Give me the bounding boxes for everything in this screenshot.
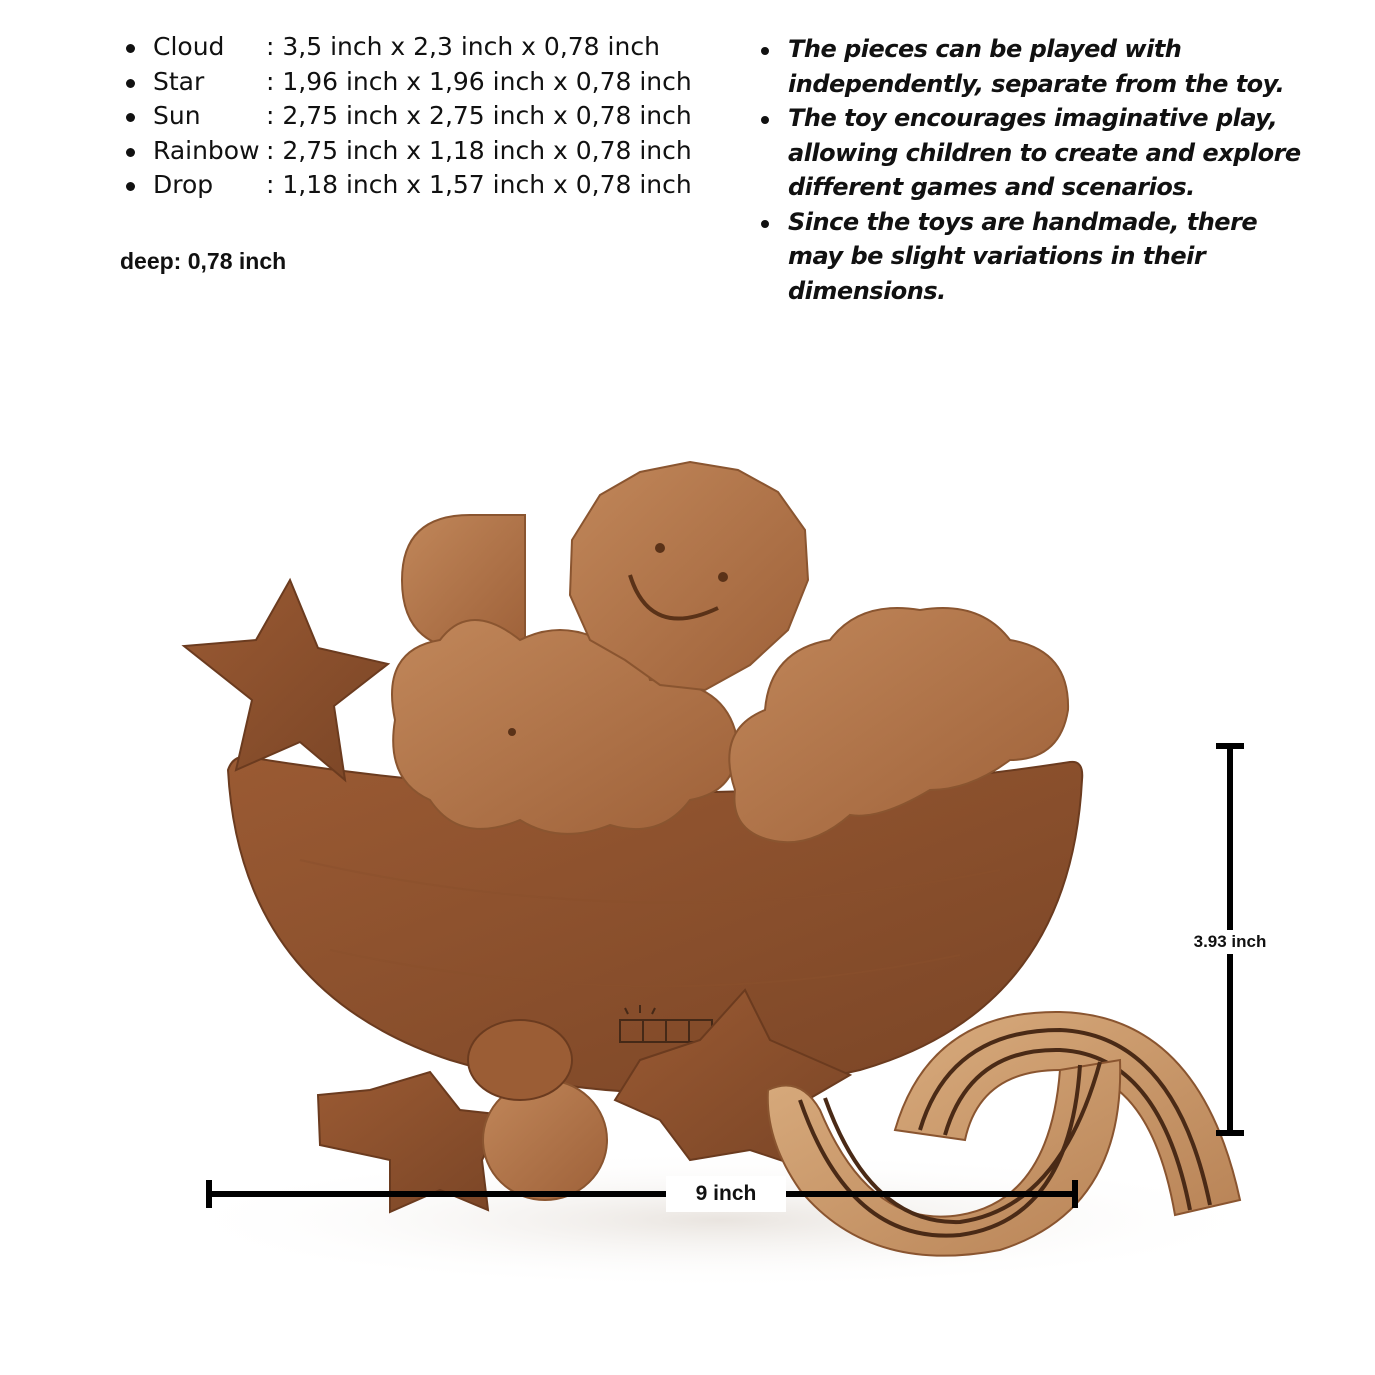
depth-note: deep: 0,78 inch — [120, 248, 287, 274]
spec-value: : 2,75 inch x 1,18 inch x 0,78 inch — [266, 135, 692, 165]
star-piece — [184, 580, 388, 780]
spec-value: : 3,5 inch x 2,3 inch x 0,78 inch — [266, 32, 660, 61]
spec-value: : 1,18 inch x 1,57 inch x 0,78 inch — [266, 170, 692, 200]
spec-name: Cloud — [153, 32, 225, 61]
floor-shadow — [160, 1150, 1280, 1290]
spec-name: Sun — [153, 101, 201, 131]
width-dimension-label: 9 inch — [666, 1176, 786, 1212]
feature-item: The toy encourages imaginative play, allowing children to create and explore different games and scenarios. — [757, 101, 1317, 205]
spec-name: Star — [153, 66, 205, 96]
feature-item: Since the toys are handmade, there may be slight variations in their dimensions. — [757, 205, 1317, 309]
spec-value: : 1,96 inch x 1,96 inch x 0,78 inch — [266, 66, 692, 96]
spec-name: Drop — [153, 170, 214, 200]
height-dimension-label: 3.93 inch — [1185, 930, 1275, 954]
spec-value: : 2,75 inch x 2,75 inch x 0,78 inch — [266, 101, 692, 131]
feature-item: The pieces can be played with independently, separate from the toy. — [757, 32, 1317, 101]
spec-name: Rainbow — [153, 135, 260, 165]
